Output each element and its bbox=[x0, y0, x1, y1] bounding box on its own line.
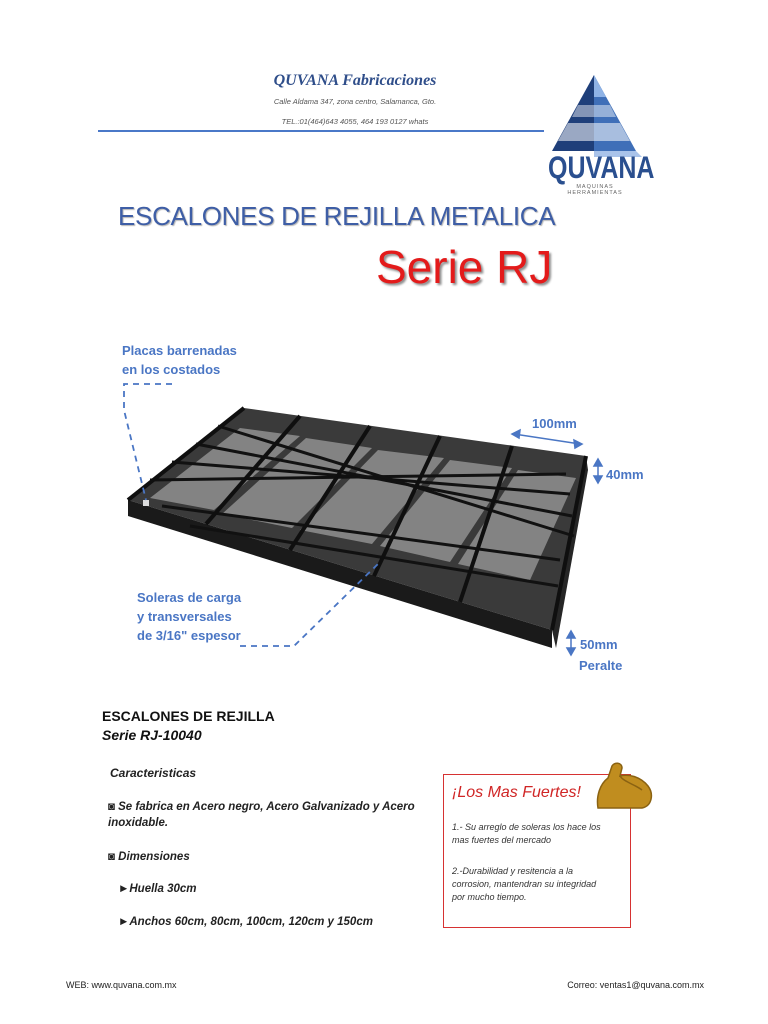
feature-material-line: inoxidable. bbox=[108, 817, 169, 829]
height-label: 40mm bbox=[606, 467, 644, 482]
feature-tread: ►Huella 30cm bbox=[118, 883, 197, 895]
bars-label-line: y transversales bbox=[137, 609, 232, 624]
logo-subtitle: MAQUINAS HERRAMIENTAS bbox=[567, 184, 623, 196]
peralte-arrow bbox=[567, 631, 575, 655]
section-title: ESCALONES DE REJILLA bbox=[102, 708, 275, 724]
callout-point-1 bbox=[452, 821, 601, 847]
company-address: Calle Aldama 347, zona centro, Salamanca, Gto. bbox=[273, 97, 437, 106]
plates-label-line: en los costados bbox=[122, 362, 221, 377]
company-name: QUVANA Fabricaciones bbox=[273, 72, 437, 89]
callout-line: 1.- Su arreglo de soleras los hace los bbox=[452, 822, 601, 832]
series-title: Serie RJ bbox=[376, 241, 553, 293]
peralte-value-label: 50mm bbox=[580, 637, 618, 652]
bars-label-line: Soleras de carga bbox=[137, 590, 242, 605]
callout-line: 2.-Durabilidad y resitencia a la bbox=[452, 866, 574, 876]
peralte-label: Peralte bbox=[579, 658, 623, 673]
feature-material-line: ◙ Se fabrica en Acero negro, Acero Galvanizado y Acero bbox=[108, 801, 415, 813]
feature-material bbox=[108, 799, 415, 831]
callout-point-2 bbox=[452, 865, 596, 904]
grating-diagram bbox=[0, 330, 768, 700]
footer-web: WEB: www.quvana.com.mx bbox=[66, 980, 177, 990]
footer-email: Correo: ventas1@quvana.com.mx bbox=[567, 980, 704, 990]
callout-line: mas fuertes del mercado bbox=[452, 835, 552, 845]
company-phone: TEL.:01(464)643 4055, 464 193 0127 whats bbox=[281, 117, 429, 126]
height-arrow bbox=[594, 459, 602, 483]
plates-label-line: Placas barrenadas bbox=[122, 343, 237, 358]
bars-label bbox=[137, 588, 241, 645]
callout-title: ¡Los Mas Fuertes! bbox=[452, 784, 581, 801]
features-heading: Caracteristicas bbox=[110, 766, 197, 780]
feature-dimensions: ◙ Dimensiones bbox=[108, 851, 190, 863]
header-divider bbox=[98, 130, 544, 132]
flexed-arm-icon bbox=[590, 760, 656, 812]
page-title: ESCALONES DE REJILLA METALICA bbox=[118, 201, 556, 231]
plates-label bbox=[122, 341, 237, 379]
feature-widths: ►Anchos 60cm, 80cm, 100cm, 120cm y 150cm bbox=[118, 916, 373, 928]
mounting-hole bbox=[143, 500, 149, 506]
bars-label-line: de 3/16" espesor bbox=[137, 628, 241, 643]
callout-line: por mucho tiempo. bbox=[452, 892, 527, 902]
width-label: 100mm bbox=[532, 416, 577, 431]
logo-wordmark: QUVANA bbox=[548, 150, 655, 186]
section-subtitle: Serie RJ-10040 bbox=[102, 727, 202, 743]
callout-line: corrosion, mantendran su integridad bbox=[452, 879, 597, 889]
